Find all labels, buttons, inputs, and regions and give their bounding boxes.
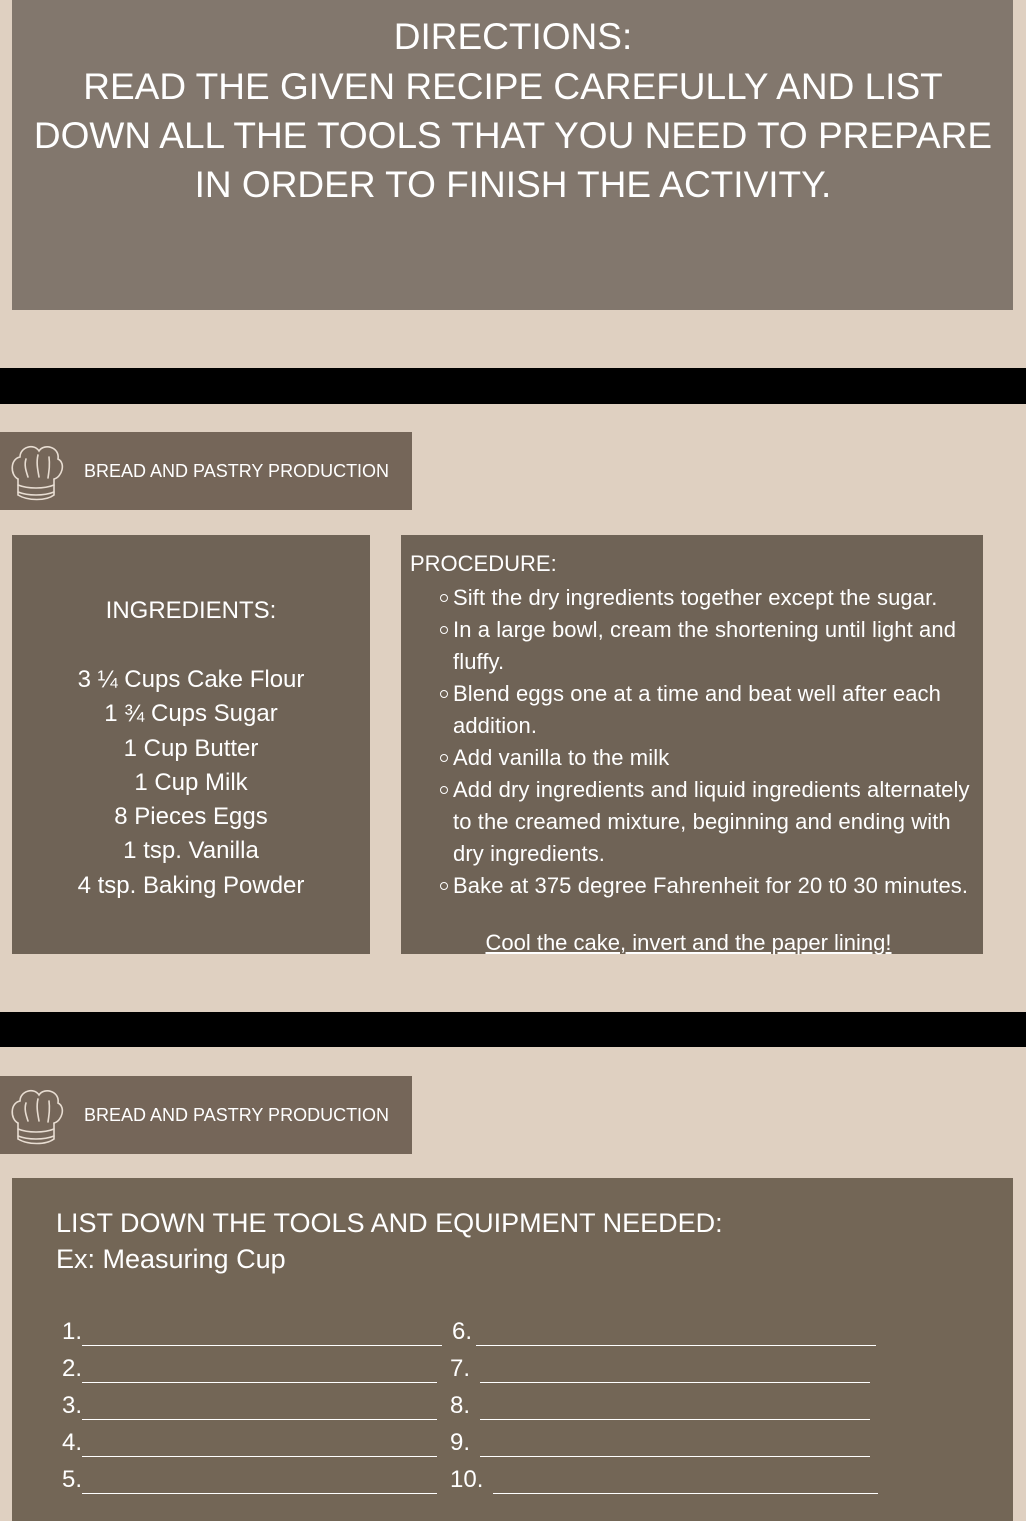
line-number: 10. bbox=[450, 1466, 484, 1493]
answer-blank[interactable] bbox=[493, 1471, 878, 1494]
procedure-step-text: Sift the dry ingredients together except the sugar. bbox=[453, 585, 938, 610]
line-number: 3. bbox=[62, 1392, 83, 1419]
answer-blank[interactable] bbox=[82, 1471, 437, 1494]
tool-answer-line bbox=[62, 1392, 437, 1420]
line-number: 7. bbox=[450, 1355, 471, 1382]
procedure-step bbox=[408, 614, 983, 678]
answer-blank[interactable] bbox=[480, 1397, 870, 1420]
ingredients-title: INGREDIENTS: bbox=[105, 597, 277, 624]
directions-text: READ THE GIVEN RECIPE CAREFULLY AND LIST DOWN ALL THE TOOLS THAT YOU NEED TO PREPARE IN ORDER TO FINISH THE ACTIVITY. bbox=[33, 66, 993, 205]
ingredient-item: 1 ¾ Cups Sugar bbox=[104, 700, 278, 728]
procedure-step bbox=[408, 582, 983, 614]
answer-blank[interactable] bbox=[82, 1434, 437, 1457]
procedure-list bbox=[408, 582, 983, 902]
bullet-icon bbox=[440, 786, 448, 794]
ingredients-list bbox=[12, 663, 370, 903]
bullet-icon bbox=[440, 754, 448, 762]
bullet-icon bbox=[440, 626, 448, 634]
line-number: 9. bbox=[450, 1429, 471, 1456]
ingredient-item: 3 ¼ Cups Cake Flour bbox=[77, 666, 305, 693]
tools-example: Ex: Measuring Cup bbox=[56, 1244, 286, 1274]
ingredient-item: 8 Pieces Eggs bbox=[114, 803, 268, 831]
procedure-step-text: Blend eggs one at a time and beat well after each addition. bbox=[453, 681, 941, 738]
tool-answer-line bbox=[62, 1318, 442, 1346]
directions-heading: DIRECTIONS: bbox=[393, 16, 633, 57]
line-number: 5. bbox=[62, 1466, 83, 1493]
answer-blank[interactable] bbox=[480, 1434, 870, 1457]
tool-answer-line bbox=[62, 1466, 437, 1494]
line-number: 2. bbox=[62, 1355, 83, 1382]
ingredient-item: 1 Cup Butter bbox=[123, 734, 259, 762]
answer-blank[interactable] bbox=[476, 1323, 876, 1346]
ingredient-item: 1 Cup Milk bbox=[134, 768, 248, 796]
procedure-step bbox=[408, 678, 983, 742]
answer-blank[interactable] bbox=[82, 1360, 437, 1383]
procedure-step-text: Add dry ingredients and liquid ingredients alternately to the creamed mixture, beginning and ending with dry ingredients. bbox=[453, 777, 970, 866]
tools-title: LIST DOWN THE TOOLS AND EQUIPMENT NEEDED: bbox=[56, 1208, 723, 1238]
tool-answer-line bbox=[62, 1429, 437, 1457]
procedure-step-text: In a large bowl, cream the shortening until light and fluffy. bbox=[453, 617, 957, 674]
procedure-title: PROCEDURE: bbox=[410, 551, 557, 576]
chef-hat-icon bbox=[8, 437, 66, 505]
ingredient-item: 1 tsp. Vanilla bbox=[123, 837, 259, 865]
procedure-step bbox=[408, 870, 983, 902]
tool-answer-line bbox=[450, 1392, 870, 1420]
tool-answer-line bbox=[62, 1355, 437, 1383]
banner-label: BREAD AND PASTRY PRODUCTION bbox=[84, 460, 390, 481]
course-banner bbox=[0, 432, 412, 510]
line-number: 6. bbox=[452, 1318, 473, 1345]
tool-answer-line bbox=[450, 1429, 870, 1457]
line-number: 4. bbox=[62, 1429, 83, 1456]
ingredient-item: 4 tsp. Baking Powder bbox=[77, 871, 305, 899]
tool-answer-line bbox=[452, 1318, 876, 1346]
course-banner bbox=[0, 1076, 412, 1154]
answer-blank[interactable] bbox=[82, 1397, 437, 1420]
slide-divider bbox=[0, 368, 1026, 404]
bullet-icon bbox=[440, 594, 448, 602]
banner-label: BREAD AND PASTRY PRODUCTION bbox=[84, 1104, 390, 1125]
tool-answer-line bbox=[450, 1466, 878, 1494]
slide-divider bbox=[0, 1012, 1026, 1047]
bullet-icon bbox=[440, 882, 448, 890]
answer-blank[interactable] bbox=[480, 1360, 870, 1383]
chef-hat-icon bbox=[8, 1081, 66, 1149]
answer-blank[interactable] bbox=[82, 1323, 442, 1346]
tool-answer-line bbox=[450, 1355, 870, 1383]
procedure-closing-note: Cool the cake, invert and the paper lining! bbox=[485, 930, 892, 955]
bullet-icon bbox=[440, 690, 448, 698]
line-number: 1. bbox=[62, 1318, 83, 1345]
procedure-step bbox=[408, 742, 983, 774]
procedure-step-text: Bake at 375 degree Fahrenheit for 20 t0 30 minutes. bbox=[453, 873, 969, 898]
procedure-step bbox=[408, 774, 983, 870]
procedure-step-text: Add vanilla to the milk bbox=[453, 745, 670, 770]
line-number: 8. bbox=[450, 1392, 471, 1419]
